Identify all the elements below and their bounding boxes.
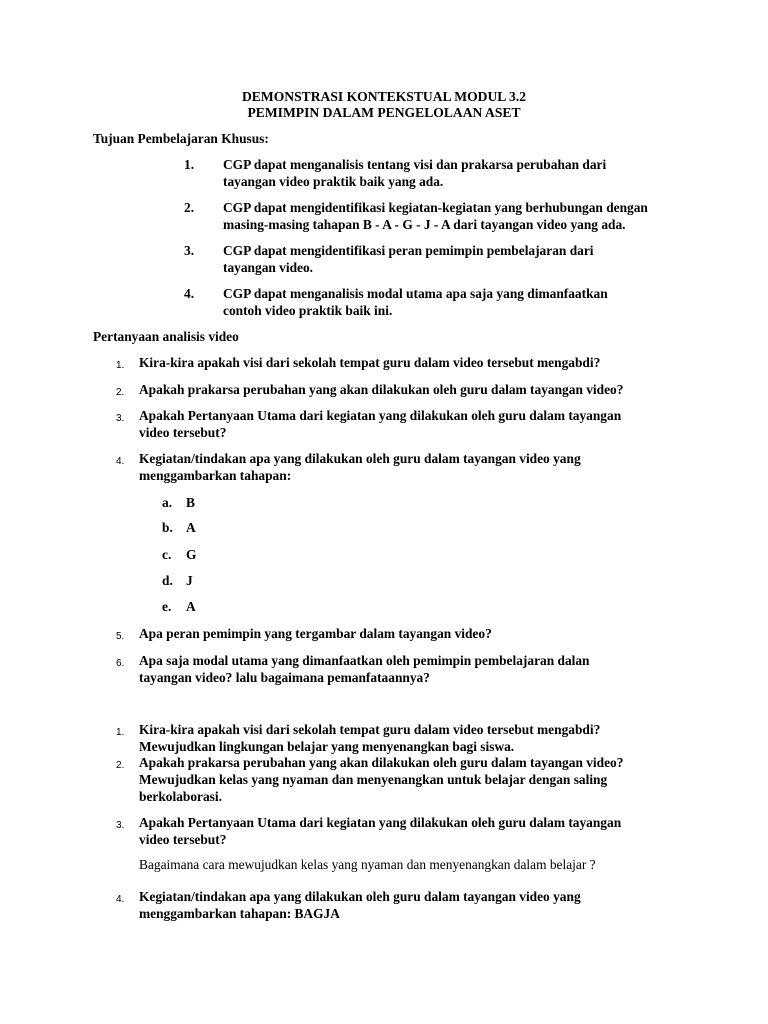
question-text-line: menggambarkan tahapan: <box>139 468 292 483</box>
objective-text-line: CGP dapat menganalisis tentang visi dan prakarsa perubahan dari <box>223 157 607 172</box>
answer-text-line: video tersebut? <box>139 832 227 847</box>
answer-text-line: Kegiatan/tindakan apa yang dilakukan oleh guru dalam tayangan video yang <box>139 889 581 904</box>
question-number: 6. <box>116 658 125 669</box>
question-number: 2. <box>116 387 125 398</box>
objective-text-line: masing-masing tahapan B - A - G - J - A dari tayangan video yang ada. <box>223 217 626 232</box>
question-text-line: video tersebut? <box>139 425 227 440</box>
stage-letter: e. <box>162 599 172 614</box>
stage-value: B <box>186 495 195 510</box>
answer-number: 2. <box>116 760 125 771</box>
objective-text-line: CGP dapat mengidentifikasi peran pemimpin pembelajaran dari <box>223 243 594 258</box>
document-title-line-2: PEMIMPIN DALAM PENGELOLAAN ASET <box>247 105 521 120</box>
questions-heading: Pertanyaan analisis video <box>93 329 239 344</box>
objective-text-line: tayangan video. <box>223 260 314 275</box>
stage-letter: d. <box>162 573 173 588</box>
objective-text-line: CGP dapat mengidentifikasi kegiatan-kegiatan yang berhubungan dengan <box>223 200 648 215</box>
stage-letter: b. <box>162 520 173 535</box>
answer-text-line: Apakah Pertanyaan Utama dari kegiatan yang dilakukan oleh guru dalam tayangan <box>139 815 622 830</box>
answer-text-line: Mewujudkan lingkungan belajar yang menyenangkan bagi siswa. <box>139 739 515 754</box>
objective-text-line: CGP dapat menganalisis modal utama apa saja yang dimanfaatkan <box>223 286 608 301</box>
stage-value: A <box>186 599 196 614</box>
document-title-line-1: DEMONSTRASI KONTEKSTUAL MODUL 3.2 <box>241 89 526 104</box>
objective-number: 1. <box>184 157 195 172</box>
question-text-line: Apakah prakarsa perubahan yang akan dilakukan oleh guru dalam tayangan video? <box>139 382 624 397</box>
objective-text-line: contoh video praktik baik ini. <box>223 303 393 318</box>
answer-text-line: Mewujudkan kelas yang nyaman dan menyenangkan untuk belajar dengan saling <box>139 772 608 787</box>
question-number: 5. <box>116 631 125 642</box>
answer-number: 1. <box>116 727 125 738</box>
stage-letter: a. <box>162 495 173 510</box>
question-text-line: Kegiatan/tindakan apa yang dilakukan oleh guru dalam tayangan video yang <box>139 451 581 466</box>
stage-value: J <box>186 573 193 588</box>
question-text-line: Apa saja modal utama yang dimanfaatkan oleh pemimpin pembelajaran dalan <box>139 653 590 668</box>
stage-value: G <box>186 547 197 562</box>
stage-letter: c. <box>162 547 172 562</box>
objective-number: 3. <box>184 243 195 258</box>
objective-number: 4. <box>184 286 195 301</box>
question-text-line: tayangan video? lalu bagaimana pemanfataannya? <box>139 670 430 685</box>
answer-text-line: Apakah prakarsa perubahan yang akan dilakukan oleh guru dalam tayangan video? <box>139 755 624 770</box>
answer-response: Bagaimana cara mewujudkan kelas yang nyaman dan menyenangkan dalam belajar ? <box>139 857 596 872</box>
answer-text-line: berkolaborasi. <box>139 789 222 804</box>
question-number: 3. <box>116 413 125 424</box>
question-number: 4. <box>116 456 125 467</box>
objective-number: 2. <box>184 200 195 215</box>
question-text-line: Apa peran pemimpin yang tergambar dalam tayangan video? <box>139 626 492 641</box>
question-text-line: Kira-kira apakah visi dari sekolah tempat guru dalam video tersebut mengabdi? <box>139 355 601 370</box>
answer-number: 3. <box>116 820 125 831</box>
answer-number: 4. <box>116 894 125 905</box>
objectives-heading: Tujuan Pembelajaran Khusus: <box>93 131 269 146</box>
answer-text-line: menggambarkan tahapan: BAGJA <box>139 906 340 921</box>
question-number: 1. <box>116 360 125 371</box>
stage-value: A <box>186 520 196 535</box>
question-text-line: Apakah Pertanyaan Utama dari kegiatan yang dilakukan oleh guru dalam tayangan <box>139 408 622 423</box>
objective-text-line: tayangan video praktik baik yang ada. <box>223 174 444 189</box>
answer-text-line: Kira-kira apakah visi dari sekolah tempat guru dalam video tersebut mengabdi? <box>139 722 601 737</box>
